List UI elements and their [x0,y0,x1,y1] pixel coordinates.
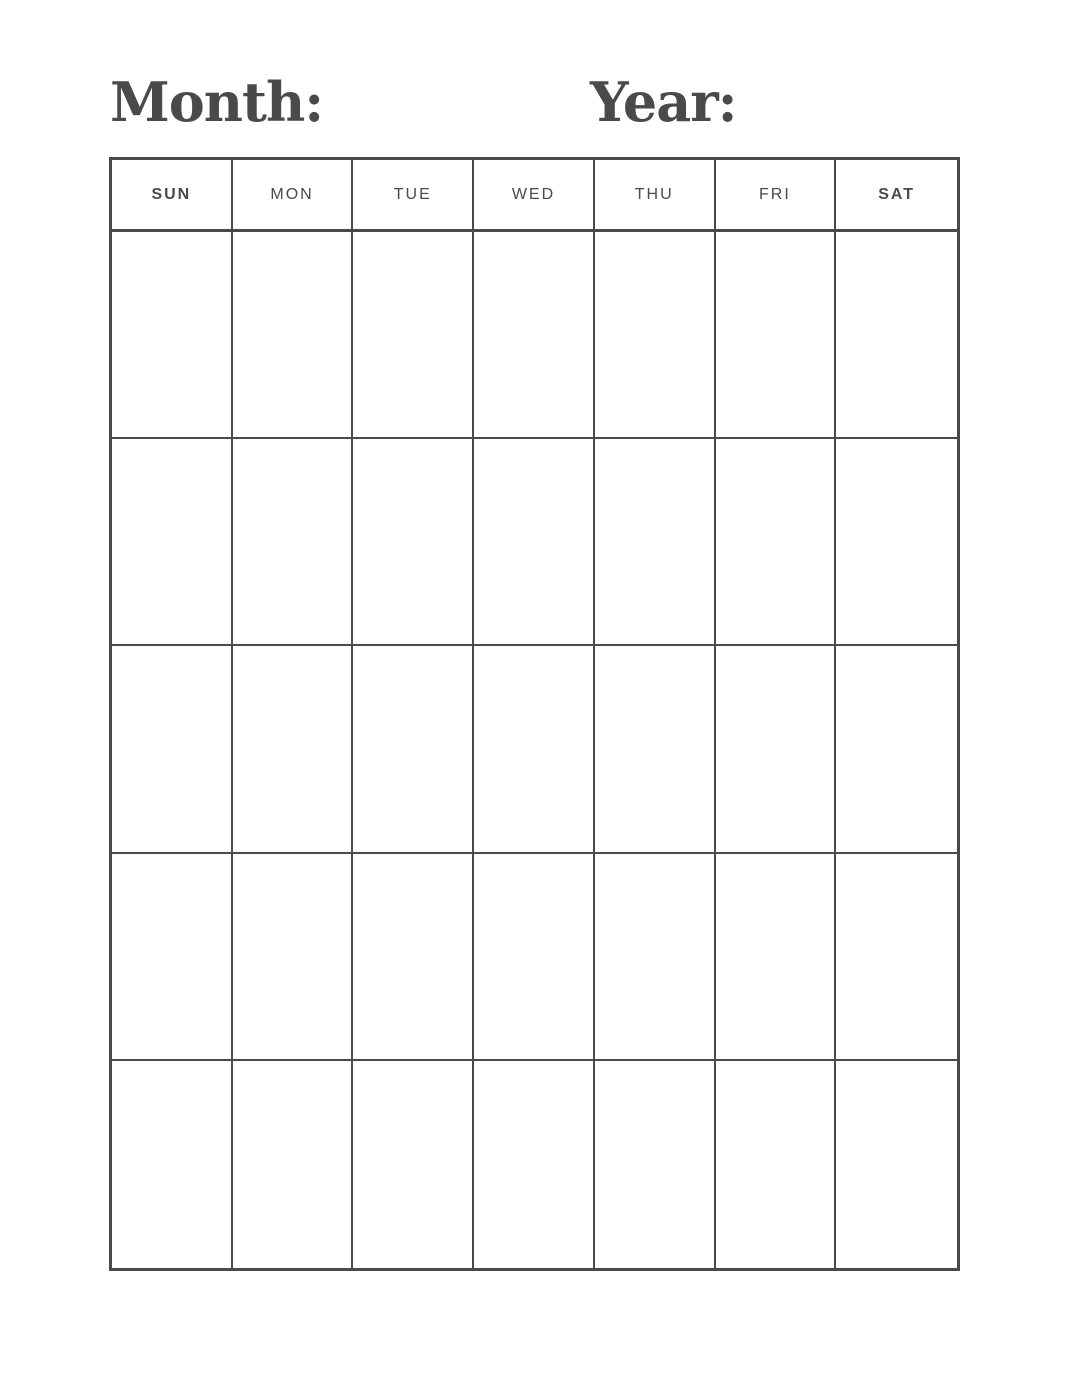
day-cell [595,232,716,439]
weekday-header-sun: SUN [112,160,233,232]
day-cell [836,646,957,853]
day-cell [474,232,595,439]
day-cell [112,439,233,646]
day-cell [233,1061,354,1268]
weekday-header-sat: SAT [836,160,957,232]
day-cell [474,854,595,1061]
day-cell [353,646,474,853]
day-cell [112,232,233,439]
day-cell [595,439,716,646]
weekday-header-mon: MON [233,160,354,232]
weekday-header-tue: TUE [353,160,474,232]
day-cell [112,646,233,853]
day-cell [836,854,957,1061]
day-cell [353,1061,474,1268]
day-cell [353,439,474,646]
weekday-header-thu: THU [595,160,716,232]
calendar-grid [109,157,960,1271]
day-cell [836,232,957,439]
day-cell [836,439,957,646]
day-cell [716,439,837,646]
day-cell [716,1061,837,1268]
day-cell [353,232,474,439]
day-cell [112,1061,233,1268]
year-label: Year: [590,70,737,134]
day-cell [595,1061,716,1268]
day-cell [595,646,716,853]
day-cell [233,646,354,853]
day-cell [716,646,837,853]
day-cell [595,854,716,1061]
day-cell [233,439,354,646]
day-cell [836,1061,957,1268]
weekday-header-fri: FRI [716,160,837,232]
day-cell [233,232,354,439]
day-cell [716,232,837,439]
day-cell [474,1061,595,1268]
month-label: Month: [110,70,324,134]
day-cell [353,854,474,1061]
day-cell [233,854,354,1061]
day-cell [716,854,837,1061]
day-cell [474,646,595,853]
day-cell [112,854,233,1061]
day-cell [474,439,595,646]
weekday-header-wed: WED [474,160,595,232]
